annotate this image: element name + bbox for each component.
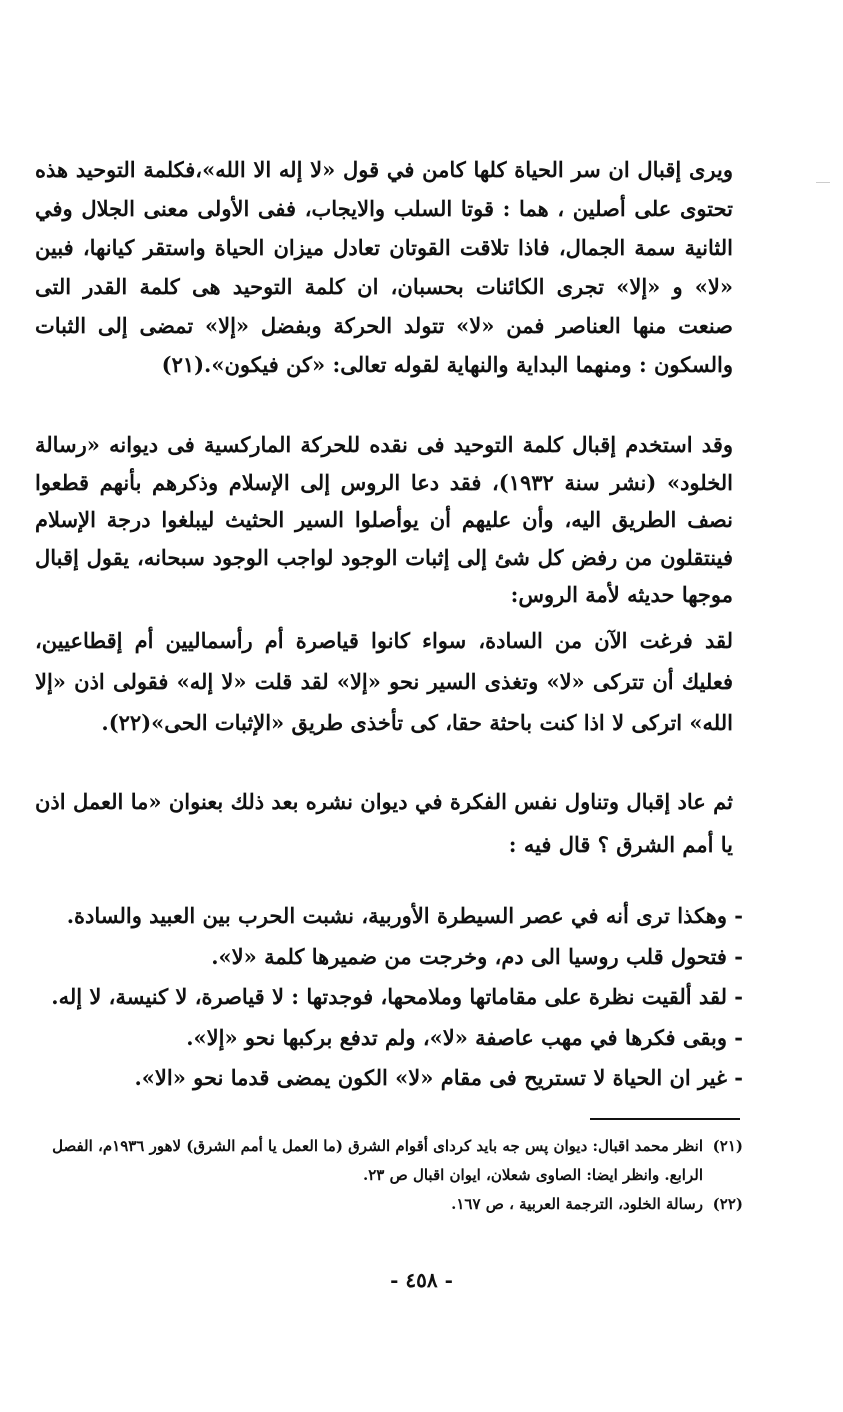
verse-text: فتحول قلب روسيا الى دم، وخرجت من ضميرها كلمة «لا».	[211, 943, 727, 969]
verse-text: وبقى فكرها في مهب عاصفة «لا»، ولم تدفع بركبها نحو «إلا».	[186, 1024, 727, 1050]
footnote	[35, 1132, 743, 1190]
paragraph-quotation	[35, 620, 733, 743]
verse-text: وهكذا ترى أنه في عصر السيطرة الأوربية، نشبت الحرب بين العبيد والسادة.	[66, 903, 727, 928]
paragraph-text: وقد استخدم إقبال كلمة التوحيد فى نقده للحركة الماركسية فى ديوانه «رسالة الخلود» (نشر سنة ١٩٣٢)، فقد دعا الروس إلى الإسلام وذكرهم بأنهم قطعوا نصف الطريق اليه، وأن عليهم أن يوأصلوا السير الحثيث ليبلغوا درجة الإسلام فينتقلون من رفض كل شئ إلى إثبات الوجود لواجب الوجود سبحانه، يقول إقبال موجها حديثه لأمة الروس:	[35, 432, 734, 607]
list-item: - غير ان الحياة لا تستريح فى مقام «لا» الكون يمضى قدما نحو «الا».	[134, 1065, 743, 1090]
margin-mark	[816, 182, 830, 183]
list-item: - وبقى فكرها في مهب عاصفة «لا»، ولم تدفع بركبها نحو «إلا».	[186, 1024, 743, 1050]
paragraph-marxism-critique	[35, 426, 733, 614]
verse-text: لقد ألقيت نظرة على مقاماتها وملامحها، فوجدتها : لا قياصرة، لا كنيسة، لا إله.	[51, 984, 727, 1009]
paragraph-tawhid-intro	[35, 150, 733, 384]
footnote	[35, 1190, 743, 1219]
verse-text: غير ان الحياة لا تستريح فى مقام «لا» الكون يمضى قدما نحو «الا».	[134, 1065, 727, 1090]
paragraph-text: ويرى إقبال ان سر الحياة كلها كامن في قول «لا إله الا الله»،فكلمة التوحيد هذه تحتوى على أصلين ، هما : قوتا السلب والايجاب، ففى الأولى معنى الجلال وفي الثانية سمة الجمال، فاذا تلاقت القوتان تعادل ميزان الحياة واستقر كيانها، فبين «لا» و «إلا» تجرى الكائنات بحسبان، ان كلمة التوحيد هى كلمة القدر التى صنعت منها العناصر فمن «لا» تتولد الحركة وبفضل «إلا» تمضى إلى الثبات والسكون : ومنهما البداية والنهاية لقوله تعالى: «كن فيكون».(٢١)	[35, 157, 733, 377]
paragraph-text: لقد فرغت الآن من السادة، سواء كانوا قياصرة أم رأسماليين أم إقطاعيين، فعليك أن تتركى «لا» وتغذى السير نحو «إلا» لقد قلت «لا إله» فقولى اذن «إلا الله» اتركى لا اذا كنت باحثة حقا، كى تأخذى طريق «الإثبات الحى»(٢٢).	[35, 628, 733, 735]
page-number: - ٤٥٨ -	[390, 1268, 453, 1292]
list-item: - فتحول قلب روسيا الى دم، وخرجت من ضميرها كلمة «لا».	[211, 943, 743, 969]
footnote-number: (٢١)	[712, 1137, 743, 1155]
footnote-divider	[590, 1118, 740, 1120]
footnote-text: انظر محمد اقبال: ديوان پس جه بايد كرداى أقوام الشرق (ما العمل يا أمم الشرق) لاهور ١٩٣٦م، الفصل الرابع. وانظر ايضا: الصاوى شعلان، ايوان اقبال ص ٢٣.	[52, 1137, 703, 1184]
list-item: - وهكذا ترى أنه في عصر السيطرة الأوربية، نشبت الحرب بين العبيد والسادة.	[66, 903, 743, 928]
paragraph-east-diwan	[35, 780, 733, 866]
list-item: - لقد ألقيت نظرة على مقاماتها وملامحها، فوجدتها : لا قياصرة، لا كنيسة، لا إله.	[51, 984, 743, 1009]
footnote-text: رسالة الخلود، الترجمة العربية ، ص ١٦٧.	[451, 1195, 703, 1213]
footnote-number: (٢٢)	[712, 1195, 743, 1213]
footnotes	[35, 1132, 743, 1219]
verse-list	[35, 896, 743, 1099]
paragraph-text: ثم عاد إقبال وتناول نفس الفكرة في ديوان نشره بعد ذلك بعنوان «ما العمل اذن يا أمم الشرق ؟ قال فيه :	[35, 789, 733, 857]
